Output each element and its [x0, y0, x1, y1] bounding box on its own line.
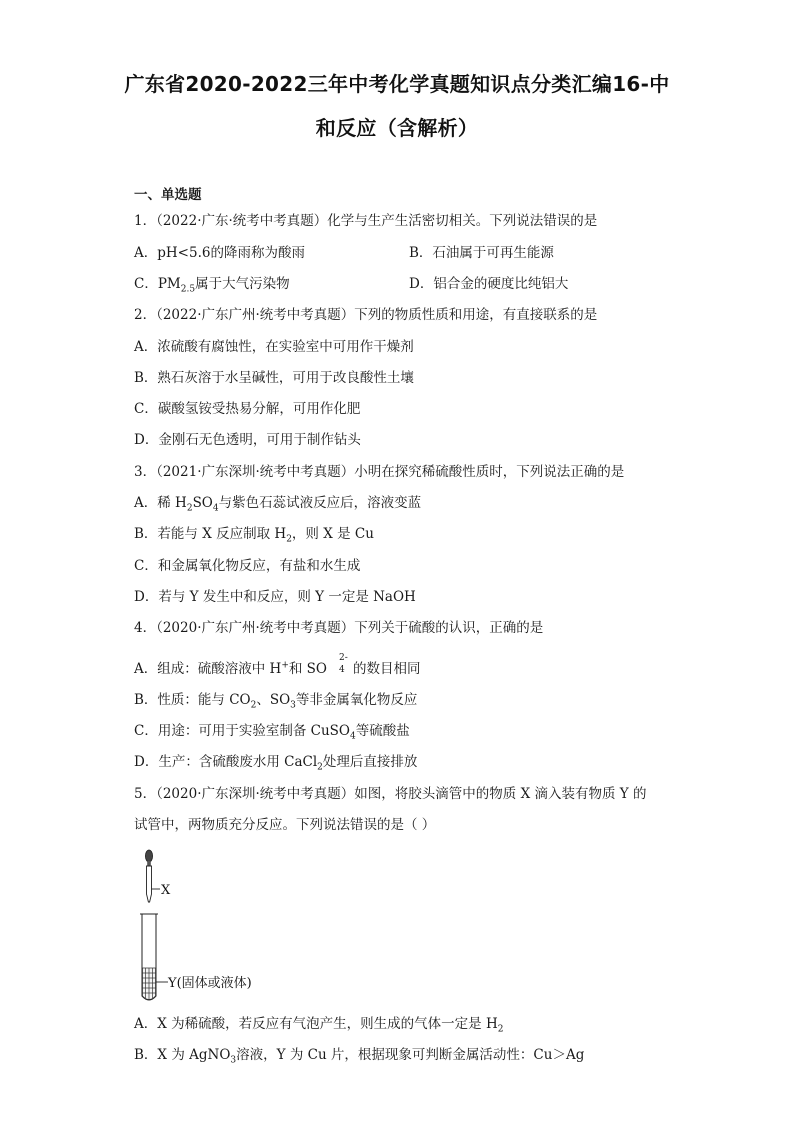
- subscript: 4: [212, 503, 219, 514]
- option-text: B．性质：能与 CO: [134, 692, 251, 708]
- option-text: 属于大气污染物: [195, 276, 290, 292]
- question-3-option-b: [134, 524, 374, 544]
- sulfate-ion-script: [327, 653, 353, 673]
- question-1-option-c: [134, 274, 290, 294]
- question-4-stem: 4．（2020·广东广州·统考中考真题）下列关于硫酸的认识，正确的是: [134, 620, 544, 636]
- ion-subscript: 4: [338, 665, 345, 675]
- question-5-stem-line-1: 5．（2020·广东深圳·统考中考真题）如图，将胶头滴管中的物质 X 滴入装有物质 Y 的: [134, 786, 647, 802]
- subscript: 2: [317, 762, 323, 773]
- option-text: D．生产：含硫酸废水用 CaCl: [134, 754, 318, 770]
- question-4-option-b: [134, 690, 417, 710]
- question-4-option-c: [134, 721, 410, 741]
- subscript: 2: [186, 503, 193, 514]
- question-2-option-a: A．浓硫酸有腐蚀性，在实验室中可用作干燥剂: [134, 339, 414, 355]
- option-text: 处理后直接排放: [322, 754, 418, 770]
- substance-y: [143, 968, 156, 1000]
- subscript: 2: [497, 1024, 504, 1035]
- subscript: 4: [349, 731, 356, 742]
- option-text: SO: [192, 495, 213, 511]
- dropper-tube: [147, 866, 152, 902]
- question-1-stem: 1．（2022·广东·统考中考真题）化学与生产生活密切相关。下列说法错误的是: [134, 213, 598, 229]
- option-text: A．组成：硫酸溶液中 H: [134, 661, 282, 677]
- question-5-option-b: [134, 1045, 584, 1065]
- subscript: 3: [290, 700, 296, 711]
- question-4-option-d: [134, 752, 417, 772]
- question-5-stem-line-2: 试管中，两物质充分反应。下列说法错误的是（ ）: [134, 817, 436, 833]
- option-text: 等硫酸盐: [355, 723, 410, 739]
- option-text: 、SO: [256, 692, 291, 708]
- option-text: 的数目相同: [352, 661, 421, 677]
- subscript: 2.5: [180, 284, 196, 295]
- option-text: ，则 X 是 Cu: [291, 526, 374, 542]
- option-text: C．用途：可用于实验室制备 CuSO: [134, 723, 350, 739]
- document-title-line-2: 和反应（含解析）: [315, 116, 479, 140]
- question-2-option-c: C．碳酸氢铵受热易分解，可用作化肥: [134, 401, 361, 417]
- option-text: 与紫色石蕊试液反应后，溶液变蓝: [218, 495, 422, 511]
- question-2-option-d: D．金刚石无色透明，可用于制作钻头: [134, 432, 361, 448]
- question-4-option-a: [134, 653, 420, 679]
- question-3-option-a: [134, 493, 421, 513]
- question-3-stem: 3．（2021·广东深圳·统考中考真题）小明在探究稀硫酸性质时，下列说法正确的是: [134, 464, 625, 480]
- option-text: B．X 为 AgNO: [134, 1047, 231, 1063]
- question-1-option-a: A．pH<5.6的降雨称为酸雨: [134, 245, 305, 261]
- subscript: 3: [230, 1055, 237, 1066]
- option-text: A．X 为稀硫酸，若反应有气泡产生，则生成的气体一定是 H: [134, 1016, 498, 1032]
- label-y: Y(固体或液体): [168, 976, 252, 991]
- option-text: 等非金属氧化物反应: [295, 692, 418, 708]
- subscript: 2: [250, 700, 257, 711]
- label-x: X: [161, 883, 171, 898]
- dropper-neck: [147, 861, 151, 866]
- option-text: A．稀 H: [134, 495, 187, 511]
- question-2-stem: 2．（2022·广东广州·统考中考真题）下列的物质性质和用途，有直接联系的是: [134, 307, 598, 323]
- subscript: 2: [286, 534, 292, 545]
- option-text: B．若能与 X 反应制取 H: [134, 526, 287, 542]
- question-1-option-b: B．石油属于可再生能源: [409, 245, 554, 261]
- dropper-bulb: [145, 850, 152, 862]
- superscript: +: [281, 660, 289, 671]
- question-1-option-d: D．铝合金的硬度比纯铝大: [409, 276, 569, 292]
- option-text: 溶液，Y 为 Cu 片，根据现象可判断金属活动性：Cu＞Ag: [236, 1047, 585, 1063]
- question-3-option-c: C．和金属氧化物反应，有盐和水生成: [134, 558, 361, 574]
- section-heading: 一、单选题: [134, 187, 202, 203]
- document-title-line-1: 广东省2020-2022三年中考化学真题知识点分类汇编16-中: [124, 72, 670, 96]
- dropper-test-tube-diagram: [134, 848, 294, 1006]
- question-3-option-d: D．若与 Y 发生中和反应，则 Y 一定是 NaOH: [134, 589, 416, 605]
- ion-charge: 2-: [338, 653, 348, 663]
- question-5-option-a: [134, 1014, 503, 1034]
- question-2-option-b: B．熟石灰溶于水呈碱性，可用于改良酸性土壤: [134, 370, 414, 386]
- option-text: C．PM: [134, 276, 181, 292]
- option-text: 和 SO: [288, 661, 327, 677]
